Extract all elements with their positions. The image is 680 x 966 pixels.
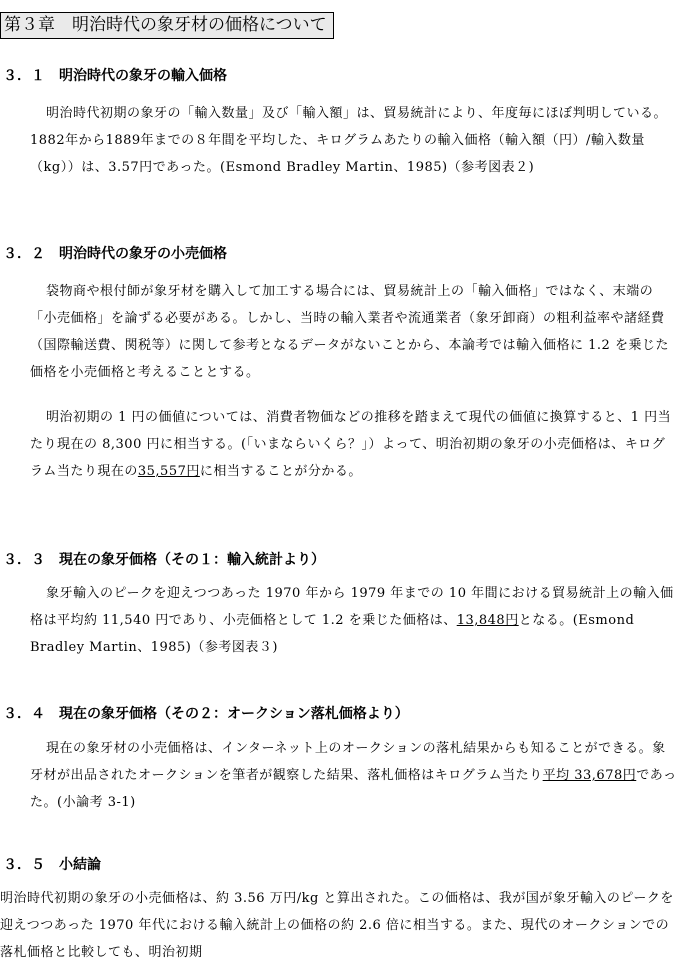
section-heading-3-1: ３．１ 明治時代の象牙の輸入価格 <box>3 68 227 84</box>
price-auction-average: 平均 33,678円 <box>542 768 637 783</box>
paragraph-3-4-tail: であった。(小論考 3-1) <box>30 768 677 810</box>
paragraph-3-5: 明治時代初期の象牙の小売価格は、約 3.56 万円/kg と算出された。この価格は、我が国が象牙輸入のピークを迎えつつあった 1970 年代における輸入統計上の価格の約 2.6 倍に相当する。また、現代のオークションでの落札価格と比較しても、明治初期 <box>0 891 674 960</box>
section-heading-3-3: ３．３ 現在の象牙価格（その１：輸入統計より） <box>3 552 325 568</box>
paragraph-3-1: 明治時代初期の象牙の「輸入数量」及び「輸入額」は、貿易統計により、年度毎にほぼ判明している。1882年から1889年までの８年間を平均した、キログラムあたりの輸入価格（輸入額（円）/輸入数量（kg））は、3.57円であった。(Esmond Bradley Martin、1985)（参考図表２) <box>30 106 668 175</box>
price-import-retail: 13,848円 <box>456 613 519 628</box>
paragraph-3-4-text: 現在の象牙材の小売価格は、インターネット上のオークションの落札結果からも知ることができる。象牙材が出品されたオークションを筆者が観察した結果、落札価格はキログラム当たり <box>30 741 666 783</box>
paragraph-3-2-a: 袋物商や根付師が象牙材を購入して加工する場合には、貿易統計上の「輸入価格」ではなく、末端の「小売価格」を論ずる必要がある。しかし、当時の輸入業者や流通業者（象牙卸商）の粗利益率や諸経費（国際輸送費、関税等）に関して参考となるデータがないことから、本論考では輸入価格に 1.2 を乗じた価格を小売価格と考えることとする。 <box>30 284 669 380</box>
section-heading-3-4: ３．４ 現在の象牙価格（その２：オークション落札価格より） <box>3 706 409 722</box>
chapter-title: 第３章 明治時代の象牙材の価格について <box>0 12 334 39</box>
paragraph-3-3-tail: となる。(Esmond Bradley Martin、1985)（参考図表３) <box>30 613 635 655</box>
paragraph-3-2-b-tail: に相当することが分かる。 <box>199 464 362 479</box>
paragraph-3-2-b-text: 明治初期の 1 円の価値については、消費者物価などの推移を踏まえて現代の価値に換算すると、1 円当たり現在の 8,300 円に相当する。(「いまならいくら？」）よって、明治初期の象牙の小売価格は、キログラム当たり現在の <box>30 410 672 479</box>
section-heading-3-5: ３．５ 小結論 <box>3 857 101 873</box>
paragraph-3-4 <box>30 735 678 816</box>
paragraph-3-3 <box>30 580 678 661</box>
paragraph-3-3-text: 象牙輸入のピークを迎えつつあった 1970 年から 1979 年までの 10 年間における貿易統計上の輸入価格は平均約 11,540 円であり、小売価格として 1.2 を乗じた価格は、 <box>30 586 674 628</box>
paragraph-3-2-b <box>30 404 678 485</box>
section-heading-3-2: ３．２ 明治時代の象牙の小売価格 <box>3 246 227 262</box>
price-meiji-retail: 35,557円 <box>137 464 200 479</box>
